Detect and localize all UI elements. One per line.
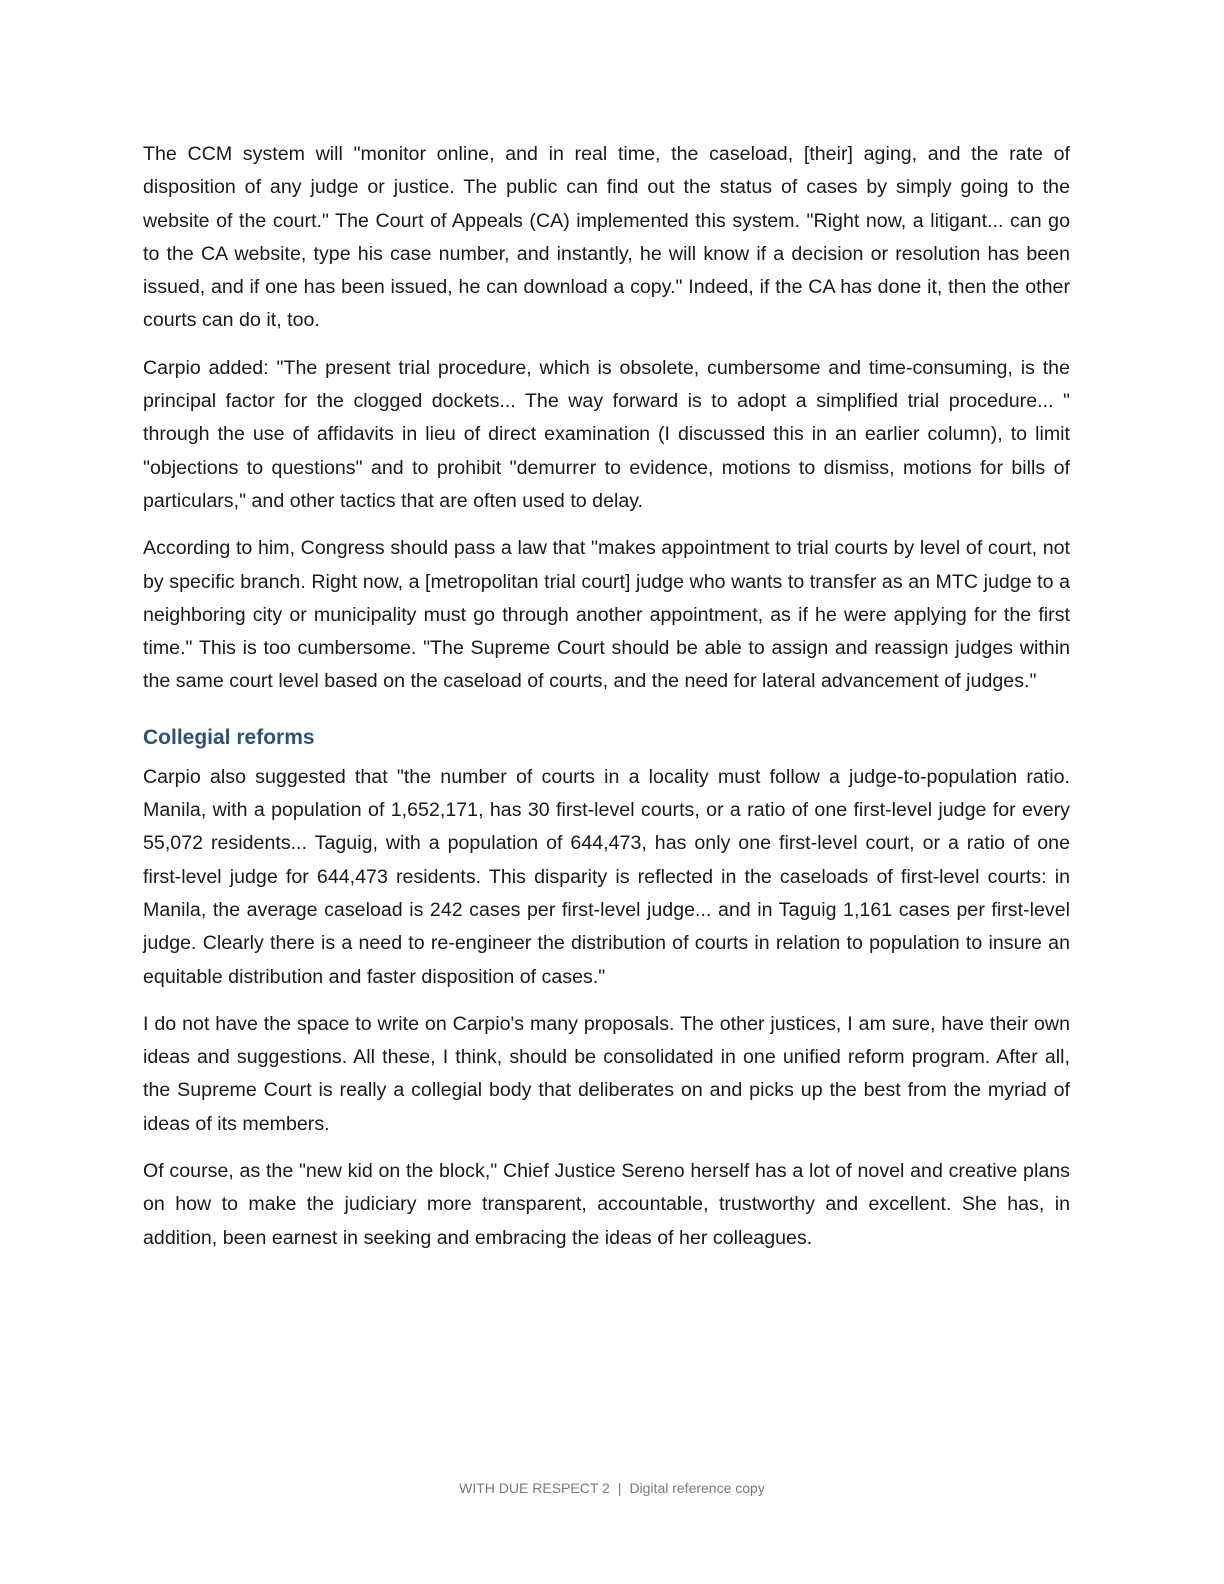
paragraph-ccm-system: The CCM system will "monitor online, and in real time, the caseload, [their] aging, and the rate of disposition of any judge or justice. The public can find out the status of cases by simply going to the website of the court." The Court of Appeals (CA) implemented this system. "Right now, a litigant... can go to the CA website, type his case number, and instantly, he will know if a decision or resolution has been issued, and if one has been issued, he can download a copy." Indeed, if the CA has done it, then the other courts can do it, too. xyxy=(143,143,1070,332)
footer-note: Digital reference copy xyxy=(629,1480,765,1496)
paragraph-judge-population-ratio: Carpio also suggested that "the number of courts in a locality must follow a judge-to-population ratio. Manila, with a population of 1,652,171, has 30 first-level courts, or a ratio of one first-level judge for every 55,072 residents... Taguig, with a population of 644,473, has only one first-level court, or a ratio of one first-level judge for 644,473 residents. This disparity is reflected in the caseloads of first-level courts: in Manila, the average caseload is 242 cases per first-level judge... and in Taguig 1,161 cases per first-level judge. Clearly there is a need to re-engineer the distribution of courts in relation to population to insure an equitable distribution and faster disposition of cases." xyxy=(143,765,1070,988)
document-body xyxy=(143,138,1070,1269)
paragraph-unified-reform: I do not have the space to write on Carpio's many proposals. The other justices, I am sure, have their own ideas and suggestions. All these, I think, should be consolidated in one unified reform program. After all, the Supreme Court is really a collegial body that deliberates on and picks up the best from the myriad of ideas of its members. xyxy=(143,1012,1070,1135)
paragraph-chief-justice-sereno: Of course, as the "new kid on the block," Chief Justice Sereno herself has a lot of novel and creative plans on how to make the judiciary more transparent, accountable, trustworthy and excellent. She has, in addition, been earnest in seeking and embracing the ideas of her colleagues. xyxy=(143,1160,1070,1249)
footer-title: WITH DUE RESPECT 2 xyxy=(459,1480,610,1496)
paragraph-carpio-trial-procedure: Carpio added: "The present trial procedure, which is obsolete, cumbersome and time-consuming, is the principal factor for the clogged dockets... The way forward is to adopt a simplified trial procedure... " through the use of affidavits in lieu of direct examination (I discussed this in an earlier column), to limit "objections to questions" and to prohibit "demurrer to evidence, motions to dismiss, motions for bills of particulars," and other tactics that are often used to delay. xyxy=(143,356,1070,512)
paragraph-appointment-law: According to him, Congress should pass a law that "makes appointment to trial courts by level of court, not by specific branch. Right now, a [metropolitan trial court] judge who wants to transfer as an MTC judge to a neighboring city or municipality must go through another appointment, as if he were applying for the first time." This is too cumbersome. "The Supreme Court should be able to assign and reassign judges within the same court level based on the caseload of courts, and the need for lateral advancement of judges." xyxy=(143,537,1070,693)
section-heading: Collegial reforms xyxy=(143,725,315,749)
page-footer xyxy=(0,1478,1224,1498)
footer-separator: | xyxy=(617,1480,622,1496)
